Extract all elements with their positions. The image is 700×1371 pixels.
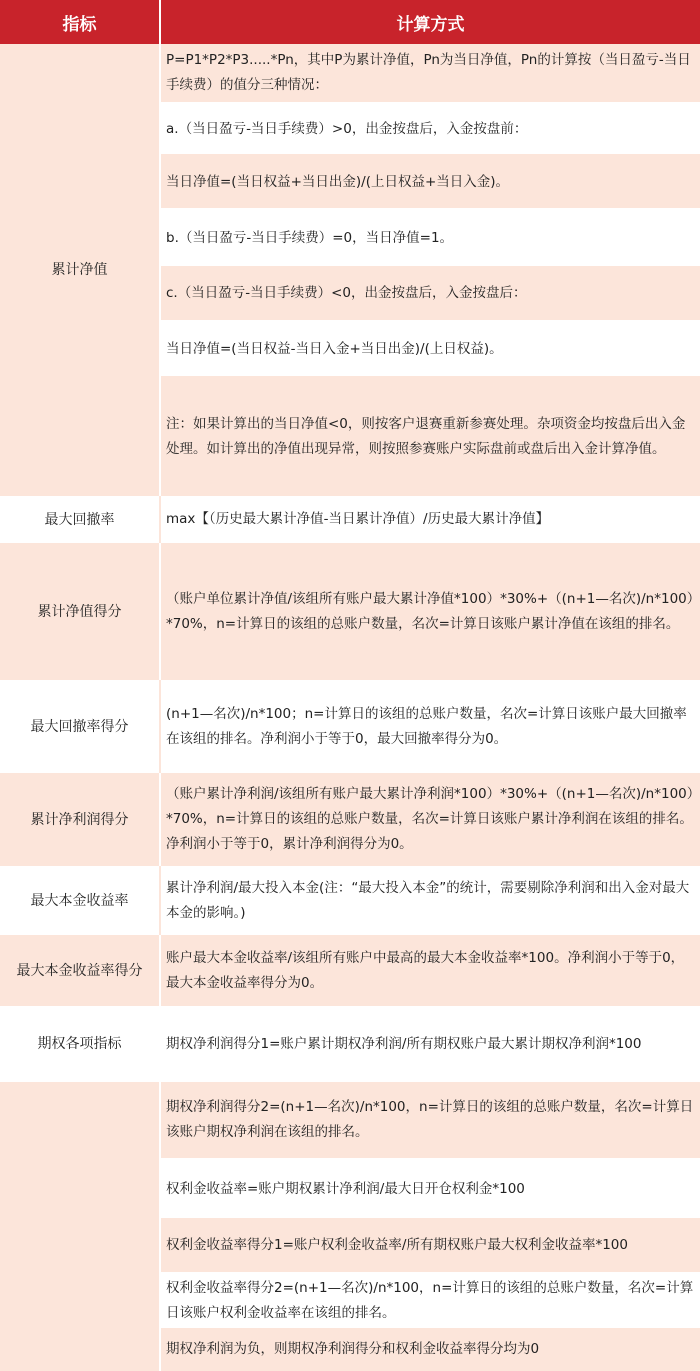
content-line: 期权净利润为负，则期权净利润得分和权利金收益率得分均为0 [161,1328,700,1371]
content-line: 账户最大本金收益率/该组所有账户中最高的最大本金收益率*100。净利润小于等于0，最大本金收益率得分为0。 [166,949,685,991]
row-label: 累计净值 [51,262,108,278]
header-calculation: 计算方式 [161,0,700,44]
row-max-capital-return [0,866,700,935]
row-label: 累计净利润得分 [30,811,129,828]
row-cumulative-profit-score [0,773,700,866]
row-option-indicators [0,1006,700,1371]
row-label: 累计净值得分 [37,603,122,620]
content-line: 当日净值=(当日权益-当日入金+当日出金)/(上日权益)。 [161,322,700,376]
row-max-drawdown [0,496,700,543]
content-line: c.（当日盈亏-当日手续费）<0，出金按盘后，入金按盘后： [161,266,700,320]
row-content [161,1006,700,1371]
content-line: （账户单位累计净值/该组所有账户最大累计净值*100）*30%+（(n+1—名次)/n*100）*70%，n=计算日的该组的总账户数量，名次=计算日该账户累计净值在该组的排名。 [166,590,694,632]
content-line: b.（当日盈亏-当日手续费）=0，当日净值=1。 [161,210,700,266]
row-max-drawdown-score [0,680,700,773]
content-line: （账户累计净利润/该组所有账户最大累计净利润*100）*30%+（(n+1—名次)/n*100）*70%，n=计算日的该组的总账户数量，名次=计算日该账户累计净利润在该组的排名。净利润小于等于0，累计净利润得分为0。 [166,786,694,852]
header-indicator: 指标 [0,0,159,44]
row-cumulative-nav-score [0,543,700,680]
row-label: 期权各项指标 [0,1006,159,1082]
content-line: 累计净利润/最大投入本金(注：“最大投入本金”的统计，需要剔除净利润和出入金对最大本金的影响。) [166,879,690,921]
row-cumulative-nav [0,44,700,496]
content-line: 期权净利润得分2=(n+1—名次)/n*100，n=计算日的该组的总账户数量，名次=计算日该账户期权净利润在该组的排名。 [161,1082,700,1158]
content-line: 注：如果计算出的当日净值<0，则按客户退赛重新参赛处理。杂项资金均按盘后出入金处理。如计算出的净值出现异常，则按照参赛账户实际盘前或盘后出入金计算净值。 [161,378,700,496]
content-line: P=P1*P2*P3.....*Pn，其中P为累计净值，Pn为当日净值，Pn的计算按（当日盈亏-当日手续费）的值分三种情况： [161,44,700,102]
row-label: 最大回撤率 [44,511,115,528]
row-content [161,543,700,680]
row-label: 最大回撤率得分 [30,718,129,735]
row-label: 最大本金收益率 [30,892,129,909]
row-content [161,496,700,543]
row-content [161,935,700,1006]
row-content [161,44,700,496]
content-line: max【（历史最大累计净值-当日累计净值）/历史最大累计净值】 [166,511,550,527]
row-content [161,680,700,773]
row-content [161,773,700,866]
content-line: (n+1—名次)/n*100；n=计算日的该组的总账户数量，名次=计算日该账户最大回撤率在该组的排名。净利润小于等于0，最大回撤率得分为0。 [166,705,687,747]
content-line: 权利金收益率=账户期权累计净利润/最大日开仓权利金*100 [161,1160,700,1218]
content-line: 权利金收益率得分1=账户权利金收益率/所有期权账户最大权利金收益率*100 [161,1218,700,1272]
row-content [161,866,700,935]
content-line: 当日净值=(当日权益+当日出金)/(上日权益+当日入金)。 [161,156,700,208]
content-line: a.（当日盈亏-当日手续费）>0，出金按盘后，入金按盘前： [161,104,700,154]
row-label: 最大本金收益率得分 [16,962,143,979]
content-line: 权利金收益率得分2=(n+1—名次)/n*100，n=计算日的该组的总账户数量，名次=计算日该账户权利金收益率在该组的排名。 [161,1274,700,1328]
content-line: 期权净利润得分1=账户累计期权净利润/所有期权账户最大累计期权净利润*100 [161,1006,700,1082]
row-max-capital-return-score [0,935,700,1006]
